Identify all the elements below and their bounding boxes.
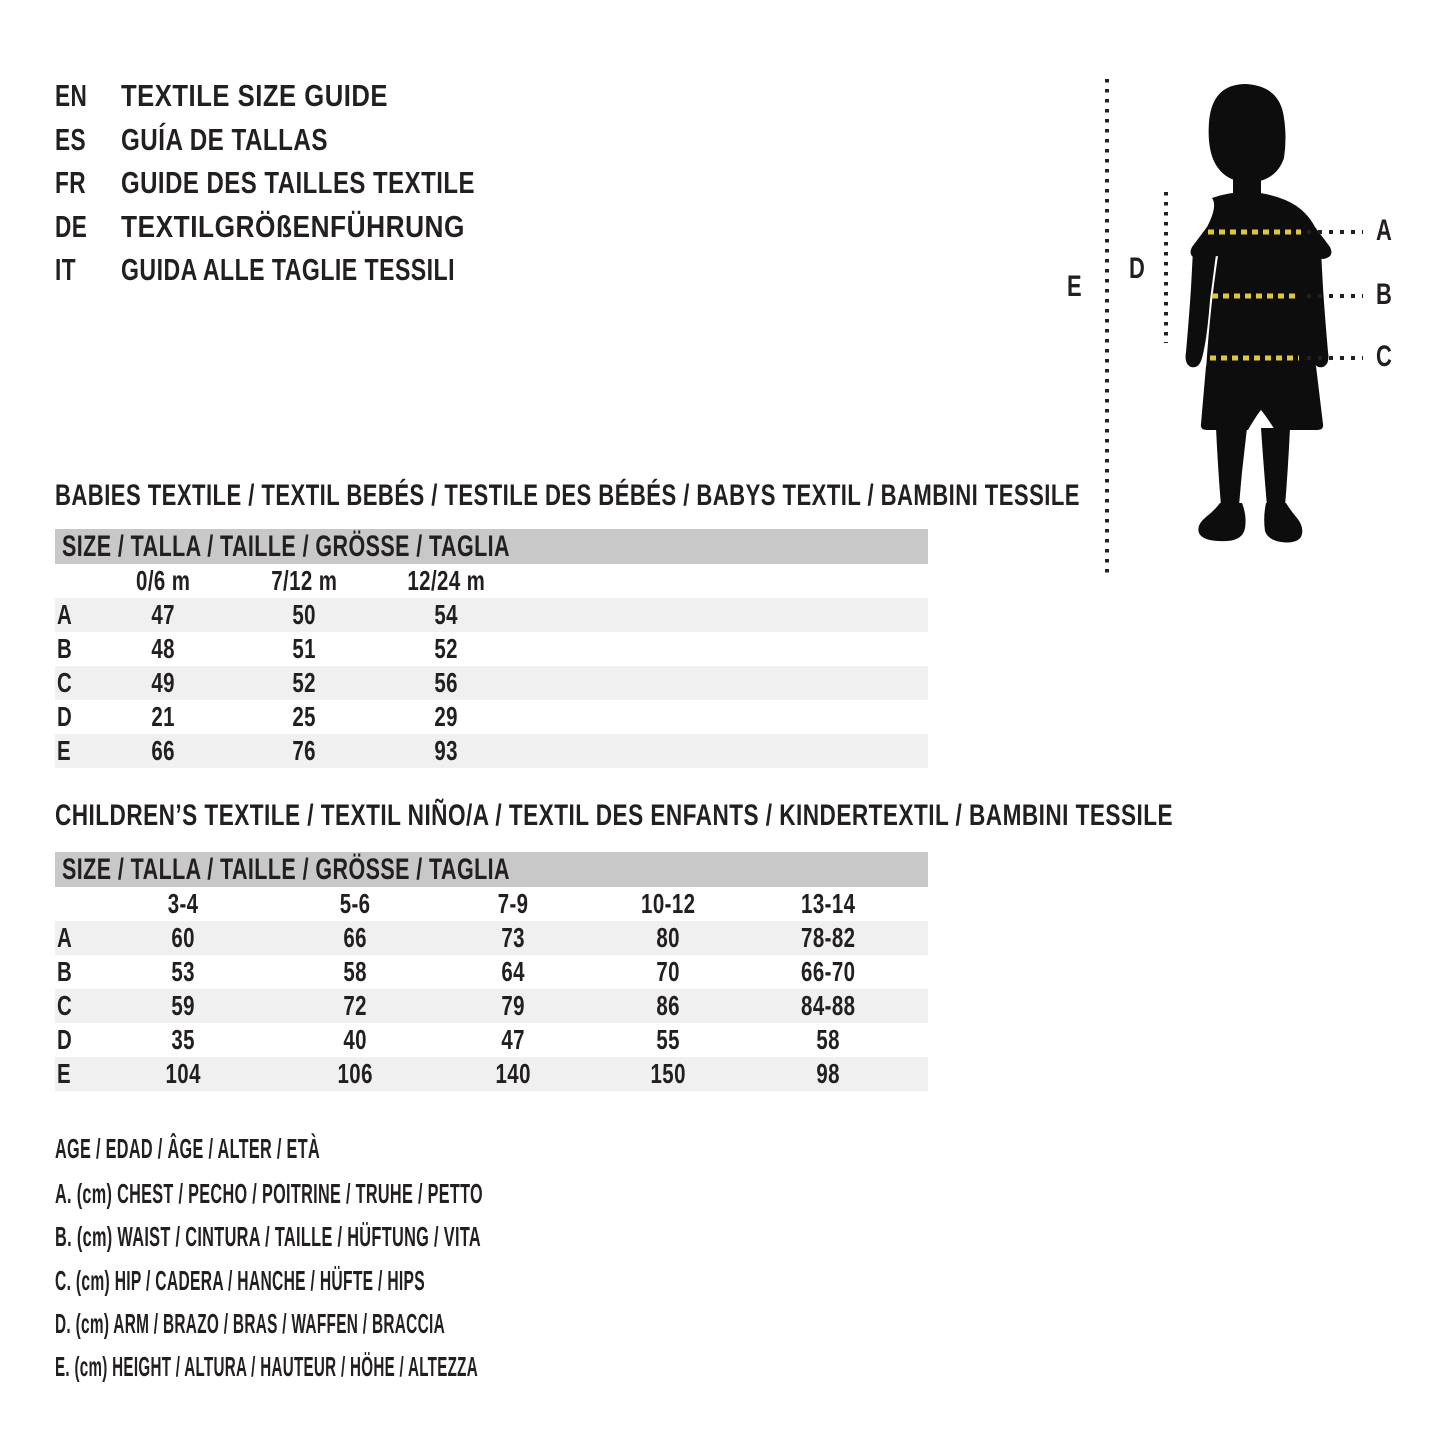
babies-size-table bbox=[55, 529, 928, 768]
lang-code-de: DE bbox=[55, 208, 88, 244]
babies-size-header-bar: SIZE / TALLA / TAILLE / GRÖSSE / TAGLIA bbox=[55, 529, 928, 564]
lang-code-fr: FR bbox=[55, 165, 87, 200]
lang-code-es: ES bbox=[55, 121, 87, 157]
table-row: B 53 58 64 70 66-70 bbox=[57, 956, 856, 987]
guide-title-it: GUIDA ALLE TAGLIE TESSILI bbox=[121, 252, 455, 287]
table-row: C 49 52 56 bbox=[55, 666, 928, 700]
measure-label-e: E bbox=[1067, 270, 1083, 303]
table-row: D 35 40 47 55 58 bbox=[57, 1024, 840, 1055]
table-row: E 66 76 93 bbox=[55, 734, 928, 768]
legend-line-hip: C. (cm) HIP / CADERA / HANCHE / HÜFTE / HIPS bbox=[55, 1265, 425, 1296]
babies-section-heading: BABIES TEXTILE / TEXTIL BEBÉS / TESTILE DES BÉBÉS / BABYS TEXTIL / BAMBINI TESSILE bbox=[55, 479, 1080, 512]
lang-code-en: EN bbox=[55, 78, 88, 113]
children-section-heading: CHILDREN’S TEXTILE / TEXTIL NIÑO/A / TEXTIL DES ENFANTS / KINDERTEXTIL / BAMBINI TESSILE bbox=[55, 799, 1173, 832]
table-row: A 47 50 54 bbox=[55, 598, 928, 632]
guide-title-fr: GUIDE DES TAILLES TEXTILE bbox=[121, 165, 475, 200]
legend-line-waist: B. (cm) WAIST / CINTURA / TAILLE / HÜFTUNG / VITA bbox=[55, 1221, 481, 1252]
child-body-shape bbox=[1186, 84, 1332, 542]
legend-line-arm: D. (cm) ARM / BRAZO / BRAS / WAFFEN / BRACCIA bbox=[55, 1308, 445, 1339]
table-row: C 59 72 79 86 84-88 bbox=[55, 989, 928, 1023]
guide-title-es: GUÍA DE TALLAS bbox=[121, 121, 328, 157]
guide-title-en: TEXTILE SIZE GUIDE bbox=[121, 78, 388, 113]
table-row: A 60 66 73 80 78-82 bbox=[55, 921, 928, 955]
table-row: B 48 51 52 bbox=[57, 633, 458, 664]
measure-label-a: A bbox=[1376, 214, 1393, 247]
language-titles bbox=[121, 74, 579, 292]
language-codes bbox=[55, 74, 99, 292]
child-silhouette bbox=[1050, 60, 1400, 600]
children-size-header-bar: SIZE / TALLA / TAILLE / GRÖSSE / TAGLIA bbox=[55, 852, 928, 887]
legend-line-height: E. (cm) HEIGHT / ALTURA / HAUTEUR / HÖHE / ALTEZZA bbox=[55, 1351, 478, 1382]
table-row: E 104 106 140 150 98 bbox=[55, 1057, 928, 1091]
legend-line-chest: A. (cm) CHEST / PECHO / POITRINE / TRUHE / PETTO bbox=[55, 1178, 483, 1209]
babies-column-header-row: 0/6 m 7/12 m 12/24 m bbox=[135, 565, 485, 596]
lang-code-it: IT bbox=[55, 252, 77, 287]
legend-line-age: AGE / EDAD / ÂGE / ALTER / ETÀ bbox=[55, 1133, 320, 1164]
children-size-table bbox=[55, 852, 928, 1091]
measure-label-c: C bbox=[1376, 340, 1393, 373]
measure-label-d: D bbox=[1129, 252, 1146, 285]
measure-label-b: B bbox=[1376, 278, 1393, 311]
children-column-header-row: 3-4 5-6 7-9 10-12 13-14 bbox=[167, 888, 856, 919]
guide-title-de: TEXTILGRÖßENFÜHRUNG bbox=[121, 208, 465, 244]
table-row: D 21 25 29 bbox=[57, 701, 458, 732]
